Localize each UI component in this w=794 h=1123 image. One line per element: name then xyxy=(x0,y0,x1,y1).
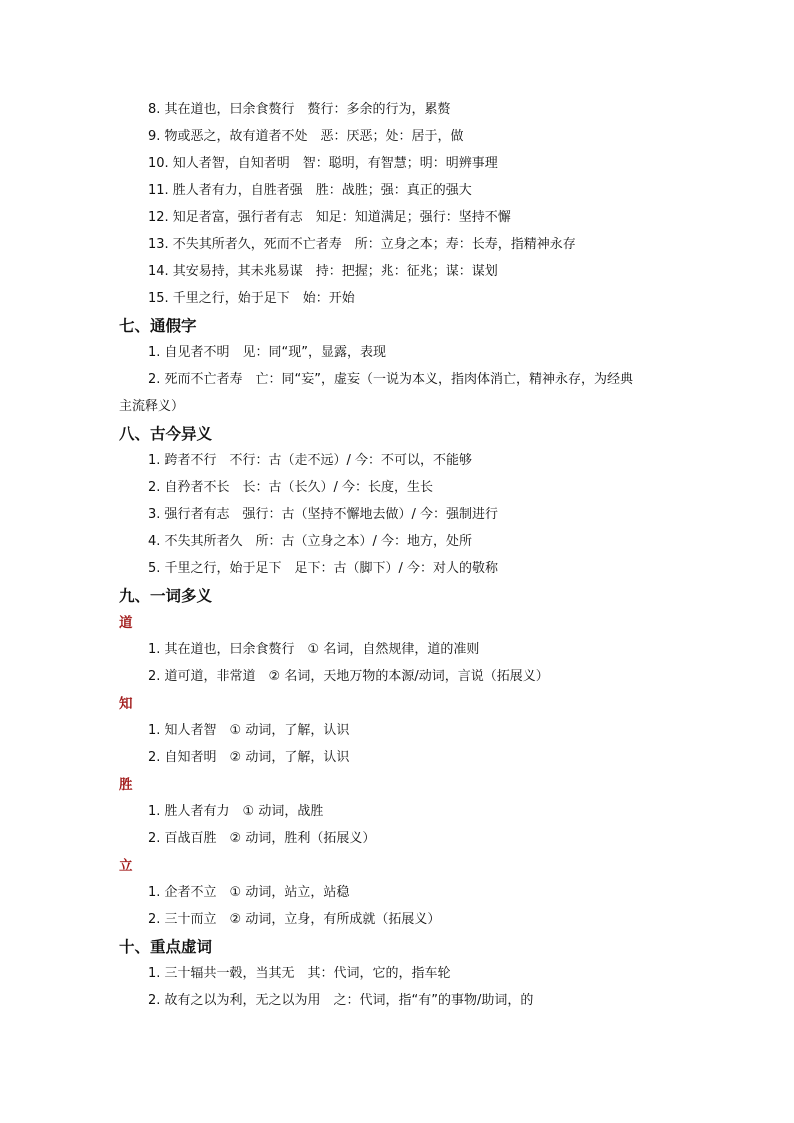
section-heading-gujinyiyi: 八、古今异义 xyxy=(119,425,213,443)
list-item-continuation: 主流释义） xyxy=(119,399,185,414)
list-item: 10. 知人者智，自知者明 智：聪明，有智慧；明：明辨事理 xyxy=(148,156,498,171)
list-item: 2. 故有之以为利，无之以为用 之：代词，指“有”的事物/助词，的 xyxy=(148,993,534,1008)
word-label-li: 立 xyxy=(119,858,133,874)
list-item: 14. 其安易持，其未兆易谋 持：把握；兆：征兆；谋：谋划 xyxy=(148,264,498,279)
list-item: 1. 自见者不明 见：同“现”，显露，表现 xyxy=(148,345,387,360)
list-item: 1. 跨者不行 不行：古（走不远）/ 今：不可以，不能够 xyxy=(148,453,473,468)
list-item: 4. 不失其所者久 所：古（立身之本）/ 今：地方，处所 xyxy=(148,534,473,549)
list-item: 2. 自知者明 ② 动词，了解，认识 xyxy=(148,750,350,765)
list-item: 9. 物或恶之，故有道者不处 恶：厌恶；处：居于，做 xyxy=(148,129,464,144)
list-item: 1. 胜人者有力 ① 动词，战胜 xyxy=(148,804,324,819)
list-item: 1. 其在道也，曰余食赘行 ① 名词，自然规律，道的准则 xyxy=(148,642,480,657)
list-item: 12. 知足者富，强行者有志 知足：知道满足；强行：坚持不懈 xyxy=(148,210,511,225)
list-item: 2. 三十而立 ② 动词，立身，有所成就（拓展义） xyxy=(148,912,441,927)
list-item: 2. 百战百胜 ② 动词，胜利（拓展义） xyxy=(148,831,376,846)
list-item: 8. 其在道也，曰余食赘行 赘行：多余的行为，累赘 xyxy=(148,102,451,117)
list-item: 2. 死而不亡者寿 亡：同“妄”，虚妄（一说为本义，指肉体消亡，精神永存，为经典 xyxy=(148,372,634,387)
list-item: 11. 胜人者有力，自胜者强 胜：战胜；强：真正的强大 xyxy=(148,183,472,198)
word-label-zhi: 知 xyxy=(119,696,133,712)
list-item: 1. 企者不立 ① 动词，站立，站稳 xyxy=(148,885,350,900)
list-item: 1. 三十辐共一毂，当其无 其：代词，它的，指车轮 xyxy=(148,966,451,981)
list-item: 2. 道可道，非常道 ② 名词，天地万物的本源/动词，言说（拓展义） xyxy=(148,669,549,684)
section-heading-zhongdianxuci: 十、重点虚词 xyxy=(119,938,213,956)
list-item: 13. 不失其所者久，死而不亡者寿 所：立身之本；寿：长寿，指精神永存 xyxy=(148,237,576,252)
word-label-dao: 道 xyxy=(119,615,133,631)
list-item: 1. 知人者智 ① 动词，了解，认识 xyxy=(148,723,350,738)
list-item: 3. 强行者有志 强行：古（坚持不懈地去做）/ 今：强制进行 xyxy=(148,507,499,522)
list-item: 5. 千里之行，始于足下 足下：古（脚下）/ 今：对人的敬称 xyxy=(148,561,499,576)
list-item: 15. 千里之行，始于足下 始：开始 xyxy=(148,291,355,306)
section-heading-yiciduoyi: 九、一词多义 xyxy=(119,587,213,605)
word-label-sheng: 胜 xyxy=(119,777,133,793)
section-heading-tongjiazi: 七、通假字 xyxy=(119,317,197,335)
list-item: 2. 自矜者不长 长：古（长久）/ 今：长度，生长 xyxy=(148,480,434,495)
